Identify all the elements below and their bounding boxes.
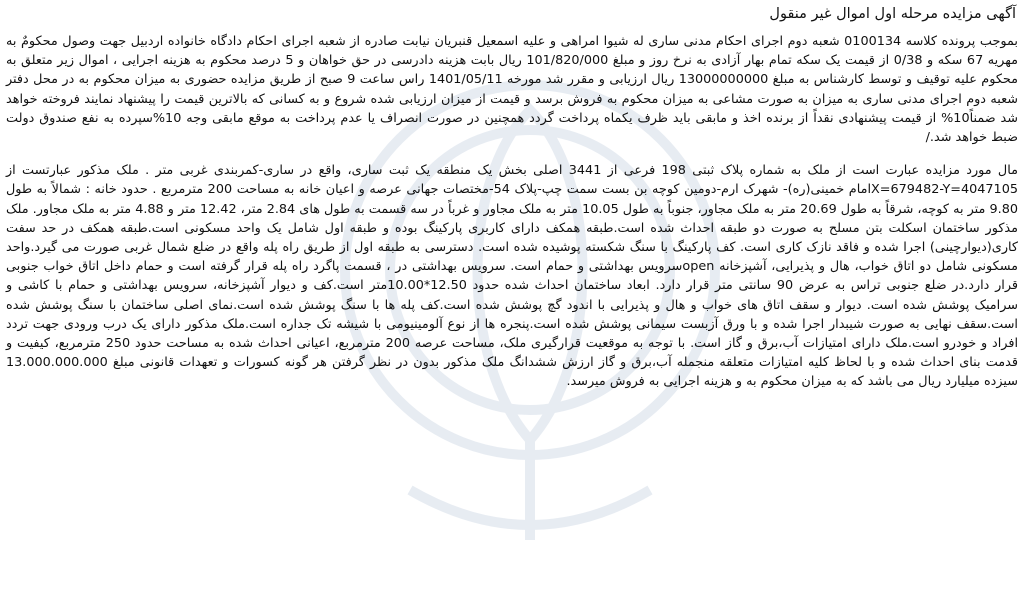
notice-paragraph-case: بموجب پرونده کلاسه 0100134 شعبه دوم اجرای احکام مدنی ساری له شیوا امراهی و علیه اسمعیل قنبریان نیابت صادره از شعبه اجرای احکام دادگاه خانواده اردبیل جهت وصول محکومٌ به مهریه 67 سکه و 0/38 از قیمت یک سکه تمام بهار آزادی به نرخ روز و مبلغ 101/820/000 ریال بابت هزینه دادرسی در حق خواهان و 5 درصد محکوم به هزینه اجرایی ، اموال زیر متعلق به محکوم علیه توقیف و توسط کارشناس به مبلغ 13000000000 ریال ارزیابی و مقرر شد مورخه 1401/05/11 راس ساعت 9 صبح از طریق مزایده حضوری به میزان محکوم به در محل دفتر شعبه دوم اجرای مدنی ساری به میزان به صورت مشاعی به میزان محکوم به فروش برسد و قیمت از میزان ارزیابی شده شروع و به کسانی که بالاترین قیمت را پیشنهاد نمایند فروخته خواهد شد ضمناً10% از قیمت پیشنهادی نقداً از برنده اخذ و مابقی باید ظرف یکماه پرداخت گردد همچنین در صورت انصراف یا عدم پرداخت به موقع مابقی وجه 10%سپرده به نفع صندوق دولت ضبط خواهد شد./ xyxy=(6,34,1019,146)
auction-notice xyxy=(6,0,1018,392)
notice-title: آگهی مزایده مرحله اول اموال غیر منقول xyxy=(769,6,1016,22)
notice-paragraph-property: مال مورد مزایده عبارت است از ملک به شماره پلاک ثبتی 198 فرعی از 3441 اصلی بخش یک منطقه یک ثبت ساری، واقع در ساری-کمربندی غربی متر . ملک مذکور عبارتست از X=679482-Y=4047105امام خمینی(ره)- شهرک ارم-دومین کوچه بن بست سمت چپ-پلاک 54-مختصات جهانی عرصه و اعیان خانه به مساحت 200 مترمربع . حدود خانه : شمالاً به طول 9.80 متر به کوچه، شرقاً به طول 20.69 متر به ملک مجاور، جنوباً به طول 10.05 متر به ملک مجاور و غرباً در سه قسمت به طول های 2.84 متر، 12.42 متر و 4.88 متر به ملک مجاور. ملک مذکور ساختمان اسکلت بتن مسلح به صورت دو طبقه احداث شده است.طبقه همکف دارای کاربری پارکینگ بوده و طبقه اول شامل یک واحد مسکونی است.طبقه همکف در حد سفت کاری(دیوارچینی) اجرا شده و فاقد نازک کاری است. کف پارکینگ با سنگ شکسته پوشیده شده است. دسترسی به طبقه اول از طریق راه پله واقع در ضلع شمال غربی صورت می گیرد.واحد مسکونی شامل دو اتاق خواب، هال و پذیرایی، آشپزخانه openسرویس بهداشتی و حمام است. سرویس بهداشتی در ، قسمت پاگرد راه پله قرار گرفته است و حمام داخل اتاق خواب جنوبی قرار دارد.در ضلع جنوبی تراس به عرض 90 سانتی متر قرار دارد. ابعاد ساختمان احداث شده حدود 12.50*10.00متر است.کف و دیوار آشپزخانه، سرویس بهداشتی و حمام با کاشی و سرامیک پوشش شده است. دیوار و سقف اتاق های خواب و هال و پذیرایی با اندود گچ پوشش شده است.کف پله ها با سنگ پوشش شده است.نمای اصلی ساختمان با سنگ پوشش شده است.سقف نهایی به صورت شیبدار اجرا شده و با ورق آزبست سیمانی پوشش شده است.پنجره ها از نوع آلومینیومی با شیشه تک جداره است.ملک مذکور دارای یک درب ورودی جهت تردد افراد و خودرو است.ملک دارای امتیازات آب،برق و گاز است. با توجه به موقعیت قرارگیری ملک، مساحت عرصه 200 مترمربع، اعیانی احداث شده به مساحت حدود 250 مترمربع، کیفیت و قدمت بنای احداث شده و با لحاظ کلیه امتیازات متعلقه منجمله آب،برق و گاز ارزش ششدانگ ملک مذکور بدون در نظر گرفتن هر گونه کسورات و تعهدات قانونی مبلغ 13.000.000.000 سیزده میلیارد ریال می باشد که به میزان محکوم به و هزینه اجرایی به فروش میرسد. xyxy=(6,163,1018,390)
